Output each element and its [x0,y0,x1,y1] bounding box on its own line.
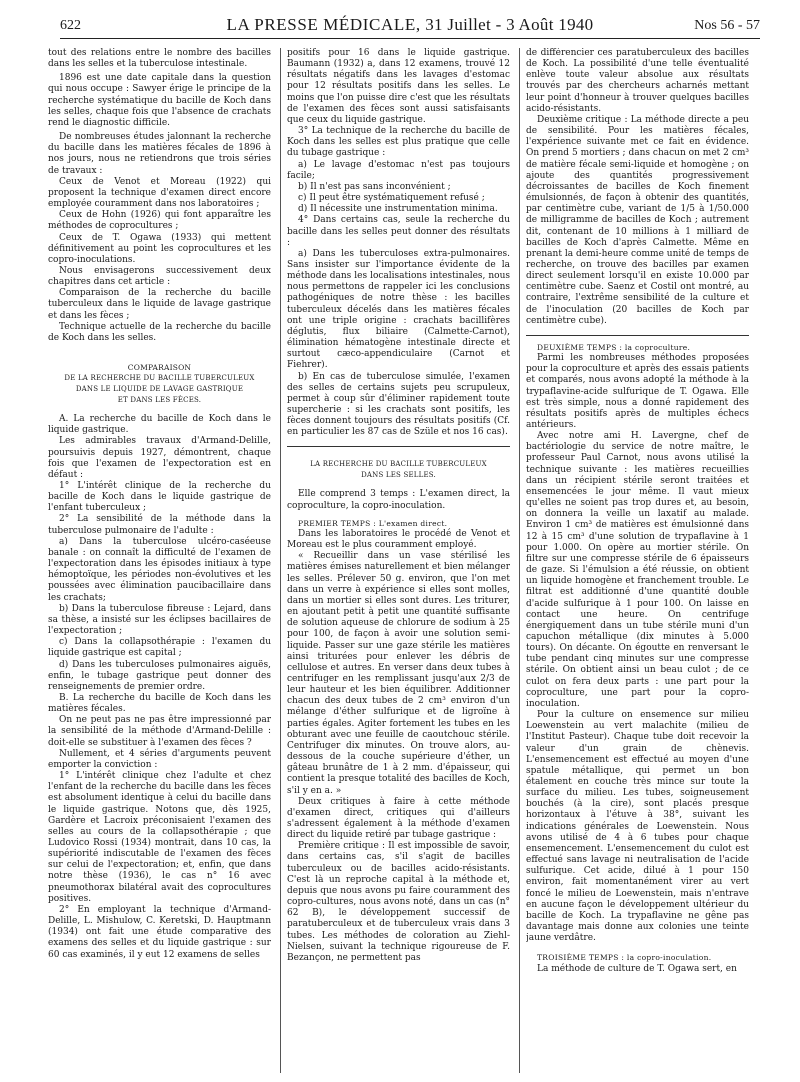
paragraph: a) Le lavage d'estomac n'est pas toujours facile; [287,159,510,181]
paragraph: Dans les laboratoires le procédé de Venot et Moreau est le plus couramment employé. [287,528,510,551]
paragraph: Pour la culture on ensemence sur milieu Loewenstein au vert malachite (milieu de l'Institut Pasteur). Chaque tube doit recevoir la valeur d'un grain de chènevis. L'ensemencement est effectué au moyen d'une spatule métallique, qui permet un bon étalement en couche très mince sur toute la surface du milieu. Les tubes, soigneusement bouchés (à la cire), sont placés presque horizontaux à l'étuve à 38°, suivant les indications générales de Loewenstein. Nous avons utilisé de 4 à 6 tubes pour chaque ensemencement. L'ensemencement du culot est effectué sans lavage ni neutralisation de l'acide sulfurique. Cet acide, dilué à 1 pour 150 environ, fait momentanément virer au vert foncé le milieu de Loewenstein, mais n'entrave en aucune façon le développement ultérieur du bacille de Koch. La trypaflavine ne gêne pas davantage mais donne aux colonies une teinte jaune verdâtre. [526,710,749,944]
section-heading-line: DANS LE LIQUIDE DE LAVAGE GASTRIQUE [75,385,244,394]
subsection-heading: TROISIÈME TEMPS : la copro-inoculation. [537,953,712,963]
paragraph: b) En cas de tuberculose simulée, l'examen des selles de certains sujets peu scrupuleux, permet à coup sûr d'éliminer rapidement toute supercherie : si les crachats sont positifs, les fèces donnent toujours des résultats positifs (Cf. en particulier les 87 cas de Szüle et nos 16 cas). [287,371,510,438]
paragraph: Nous envisagerons successivement deux chapitres dans cet article : [48,265,271,288]
paragraph: 4° Dans certains cas, seule la recherche du bacille dans les selles peut donner des résultats : [287,215,510,248]
page-header [60,12,760,39]
column-3 [526,48,749,1076]
paragraph: de différencier ces paratuberculeux des bacilles de Koch. La possibilité d'une telle éventualité enlève toute valeur absolue aux résultats trouvés par des chercheurs acharnés mettant leur point d'honneur à trouver quelques bacilles acido-résistants. [526,48,749,114]
paragraph: d) Il nécessite une instrumentation minima. [298,204,498,215]
paragraph: A. La recherche du bacille de Koch dans le liquide gastrique. [48,414,271,436]
paragraph: a) Dans les tuberculoses extra-pulmonaires. Sans insister sur l'importance évidente de la méthode dans les localisations intestinales, nous nous permettons de rappeler ici les conclusions pathogéniques de notre thèse : les bacilles tuberculeux décelés dans les matières fécales ont une triple origine : crachats bacillifères déglutis, flux biliaire (Calmette-Carnot), élimination hématogène intestinale directe et surtout cæco-appendiculaire (Carnot et Fiehrer). [287,248,510,371]
paragraph: Ceux de Venot et Moreau (1922) qui proposent la technique d'examen direct encore employée couramment dans nos laboratoires ; [48,176,271,210]
paragraph: b) Dans la tuberculose fibreuse : Lejard, dans sa thèse, a insisté sur les éclipses bacillaires de l'expectoration ; [48,603,271,637]
paragraph: d) Dans les tuberculoses pulmonaires aiguës, enfin, le tubage gastrique peut donner des renseignements de premier ordre. [48,659,271,692]
paragraph: On ne peut pas ne pas être impressionné par la sensibilité de la méthode d'Armand-Delille : doit-elle se substituer à l'examen des fèces ? [48,715,271,748]
section-heading-line: ET DANS LES FÈCES. [117,396,202,405]
paragraph: 2° La sensibilité de la méthode dans la tuberculose pulmonaire de l'adulte : [48,514,271,536]
paragraph: a) Dans la tuberculose ulcéro-caséeuse banale : on connaît la difficulté de l'examen de l'expectoration dans les épisodes initiaux à type hémoptoïque, les périodes non-évolutives et les poussées avec élimination paucibacillaire dans les crachats; [48,536,271,603]
paragraph: De nombreuses études jalonnant la recherche du bacille dans les matières fécales de 1896 à nos jours, nous ne retiendrons que trois séries de travaux : [48,132,271,176]
section-heading [287,459,510,481]
section-heading-line: LA RECHERCHE DU BACILLE TUBERCULEUX [310,460,487,469]
section-heading [48,362,271,406]
paragraph: 1896 est une date capitale dans la question qui nous occupe : Sawyer érige le principe de la recherche systématique du bacille de Koch dans les selles, chaque fois que l'absence de crachats rend le diagnostic difficile. [48,73,271,128]
column-2 [287,48,510,1076]
issue-date: 31 Juillet - 3 Août 1940 [425,15,594,34]
column-divider [280,48,281,1073]
column-1 [48,48,271,1076]
section-heading-line: DANS LES SELLES. [361,471,436,480]
paragraph: Deuxième critique : La méthode directe a peu de sensibilité. Pour les matières fécales, l'expérience suivante met ce fait en évidence. On prend 5 mortiers ; dans chacun on met 2 cm³ de matière fécale semi-liquide et homogène ; on ajoute des quantités progressivement décroissantes de bacilles de Koch finement émulsionnés, de façon à obtenir des quantités, par centimètre cube, variant de 1/5 à 1/50.000 de milligramme de bacilles de Koch ; autrement dit, contenant de 10 millions à 1 milliard de bacilles de Koch d'après Calmette. Même en prenant la demi-heure comme unité de temps de recherche, on trouve des bacilles par examen direct seulement lorsqu'il en existe 10.000 par centimètre cube. Saenz et Costil ont montré, au contraire, l'extrême sensibilité de la culture et de l'inoculation (20 bacilles de Koch par centimètre cube). [526,114,749,326]
paragraph: positifs pour 16 dans le liquide gastrique. Baumann (1932) a, dans 12 examens, trouvé 12 résultats négatifs dans les lavages d'estomac pour 12 résultats positifs dans les selles. Le moins que l'on puisse dire c'est que les résultats de l'examen des fèces sont aussi satisfaisants que ceux du liquide gastrique. [287,48,510,125]
paragraph: b) Il n'est pas sans inconvénient ; [298,181,451,192]
paragraph: Nullement, et 4 séries d'arguments peuvent emporter la conviction : [48,748,271,770]
paragraph: 3° La technique de la recherche du bacille de Koch dans les selles est plus pratique que celle du tubage gastrique : [287,126,510,159]
running-title [60,15,760,35]
paragraph: 1° L'intérêt clinique chez l'adulte et chez l'enfant de la recherche du bacille dans les fèces est absolument identique à celui du bacille dans le liquide gastrique. Notons que, dès 1925, Gardère et Lacroix préconisaient l'examen des selles au cours de la collapsothérapie ; que Ludovico Rossi (1934) montrait, dans 10 cas, la supériorité indiscutable de l'examen des fèces sur celui de l'expectoration; et, enfin, que dans notre thèse (1936), le cas n° 16 avec pneumothorax bilatéral avait des coprocultures positives. [48,771,271,904]
paragraph: La méthode de culture de T. Ogawa sert, en [537,963,737,974]
paragraph: tout des relations entre le nombre des bacilles dans les selles et la tuberculose intestinale. [48,48,271,70]
paragraph: « Recueillir dans un vase stérilisé les matières émises naturellement et bien mélanger les selles. Prélever 50 g. environ, que l'on met dans un verre à expérience si elles sont molles, dans un mortier si elles sont dures. Les triturer, en ajoutant petit à petit une quantité suffisante de solution aqueuse de chlorure de sodium à 25 pour 100, de façon à avoir une solution semi-liquide. Passer sur une gaze stérile les matières ainsi triturées pour enlever les débris de cellulose et autres. En verser dans deux tubes à centrifuger en les remplissant jusqu'aux 2/3 de leur hauteur et les bien équilibrer. Additionner chacun des deux tubes de 2 cm³ environ d'un mélange d'éther sulfurique et de ligroïne à parties égales. Agiter fortement les tubes en les obturant avec une feuille de caoutchouc stérile. Centrifuger dix minutes. On trouve alors, au-dessous de la couche supérieure d'éther, un gâteau brunâtre de 1 à 2 mm. d'épaisseur, qui contient la presque totalité des bacilles de Koch, s'il y en a. » [287,551,510,796]
section-heading-line: DE LA RECHERCHE DU BACILLE TUBERCULEUX [64,374,255,383]
paragraph: Ceux de Hohn (1926) qui font apparaître les méthodes de coprocultures ; [48,210,271,232]
paragraph: B. La recherche du bacille de Koch dans les matières fécales. [48,692,271,715]
paragraph: Avec notre ami H. Lavergne, chef de bactériologie du service de notre maître, le professeur Paul Carnot, nous avons utilisé la technique suivante : les matières recueillies dans un récipient stérile seront traitées et ensemencées le jour même. Il vaut mieux qu'elles ne soient pas trop dures et, au besoin, on donnera la veille un laxatif au malade. Environ 1 cm³ de matières est émulsionné dans 12 à 15 cm³ d'une solution de trypaflavine à 1 pour 1.000. On opère au mortier stérile. On filtre sur une compresse stérile de 6 épaisseurs de gaze. Si l'émulsion a été réussie, on obtient un liquide homogène et franchement trouble. Le filtrat est additionné d'une quantité double d'acide sulfurique à 1 pour 100. On laisse en contact une heure. On centrifuge énergiquement dans un tube stérile muni d'un capuchon métallique (dix minutes à 5.000 tours). On décante. On égoutte en renversant le tube pendant cinq minutes sur une compresse stérile. On obtient ainsi un beau culot ; de ce culot on fera deux parts : une part pour la coproculture, une part pour la copro-inoculation. [526,431,749,709]
subsection-heading: PREMIER TEMPS : L'examen direct. [298,518,448,528]
paragraph: Ceux de T. Ogawa (1933) qui mettent définitivement au point les coprocultures et les copro-inoculations. [48,232,271,265]
paragraph: Elle comprend 3 temps : L'examen direct, la coproculture, la copro-inoculation. [287,489,510,511]
paragraph: Les admirables travaux d'Armand-Delille, poursuivis depuis 1927, démontrent, chaque fois que l'examen de l'expectoration est en défaut : [48,436,271,480]
section-divider [526,335,749,336]
paragraph: c) Il peut être systématiquement refusé ; [298,193,485,204]
paragraph: c) Dans la collapsothérapie : l'examen du liquide gastrique est capital ; [48,637,271,659]
issue-number: Nos 56 - 57 [694,18,760,33]
paragraph: Deux critiques à faire à cette méthode d'examen direct, critiques qui d'ailleurs s'adressent également à la méthode d'examen direct du liquide retiré par tubage gastrique : [287,796,510,841]
journal-title: LA PRESSE MÉDICALE, [226,15,421,34]
paragraph: 2° En employant la technique d'Armand-Delille, L. Mishulow, C. Keretski, D. Hauptmann (1934) ont fait une étude comparative des examens des selles et du liquide gastrique : sur 60 cas examinés, il y eut 12 examens de selles [48,904,271,960]
paragraph: Comparaison de la recherche du bacille tuberculeux dans le liquide de lavage gastrique et dans les fèces ; [48,288,271,321]
paragraph: Parmi les nombreuses méthodes proposées pour la coproculture et après des essais patients et comparés, nous avons adopté la méthode à la trypaflavine-acide sulfurique de T. Ogawa. Elle est très simple, nous a donné rapidement des résultats positifs après de multiples échecs antérieurs. [526,353,749,430]
paragraph: 1° L'intérêt clinique de la recherche du bacille de Koch dans le liquide gastrique de l'enfant tuberculeux ; [48,481,271,514]
paragraph: Première critique : Il est impossible de savoir, dans certains cas, s'il s'agit de bacilles tuberculeux ou de bacilles acido-résistants. C'est là un reproche capital à la méthode et, depuis que nous avons pu faire couramment des copro-cultures, nous avons noté, dans un cas (n° 62 B), le développement successif de paratuberculeux et de tuberculeux vrais dans 3 tubes. Les méthodes de coloration au Ziehl-Nielsen, suivant la technique rigoureuse de F. Bezançon, ne permettent pas [287,841,510,963]
paragraph: Technique actuelle de la recherche du bacille de Koch dans les selles. [48,321,271,343]
section-heading-line: COMPARAISON [127,363,192,373]
column-divider [519,48,520,1073]
page-number: 622 [60,18,81,33]
subsection-heading: DEUXIÈME TEMPS : la coproculture. [537,342,691,352]
section-divider [287,446,510,447]
